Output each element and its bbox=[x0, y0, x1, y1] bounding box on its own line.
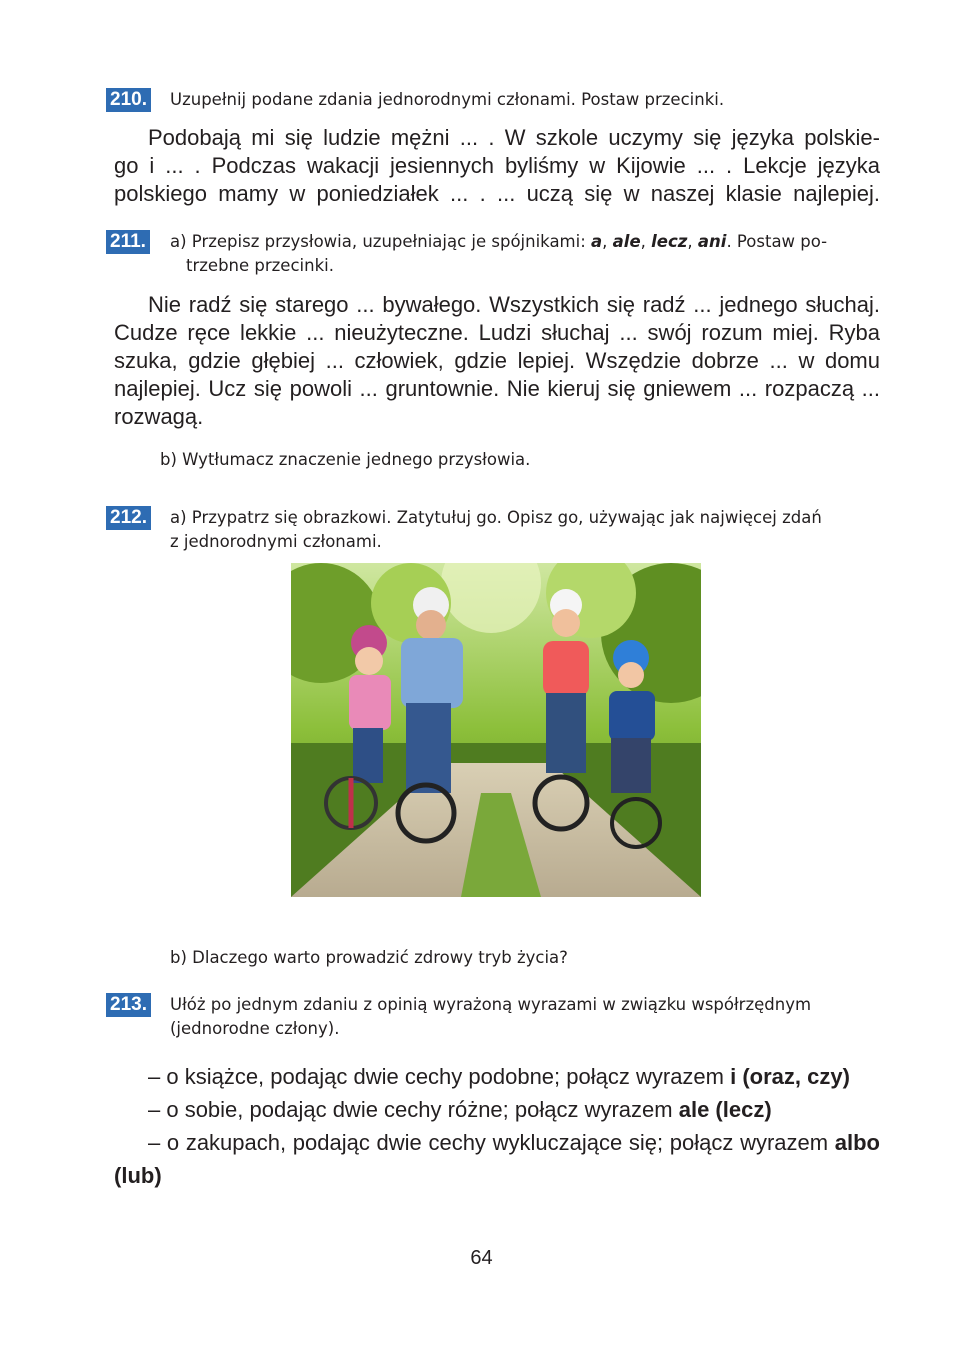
exercise-210-instruction: Uzupełnij podane zdania jednorodnymi członami. Postaw przecinki. bbox=[170, 90, 725, 109]
item-self-conjunction: ale (lecz) bbox=[678, 1097, 772, 1122]
page-number: 64 bbox=[470, 1247, 493, 1269]
exercise-210-line-2: go i ... . Podczas wakacji jesiennych byliśmy w Kijowie ... . Lekcje języka bbox=[114, 153, 880, 178]
exercise-212 bbox=[106, 506, 880, 554]
exercise-211 bbox=[106, 230, 880, 278]
exercise-211-text bbox=[114, 291, 880, 431]
item-shopping-text: – o zakupach, podając dwie cechy wykluczające się; połącz wyrazem bbox=[148, 1130, 835, 1155]
instruction-text: a) Przepisz przysłowia, uzupełniając je spójnikami: bbox=[170, 232, 592, 251]
exercise-210-text bbox=[114, 124, 880, 208]
exercise-number-210: 210. bbox=[106, 88, 151, 112]
exercise-211-instruction-a: a) Przepisz przysłowia, uzupełniając je spójnikami: a, ale, lecz, ani. Postaw po- bbox=[170, 232, 828, 251]
exercise-211-instruction-b: b) Wytłumacz znaczenie jednego przysłowia. bbox=[160, 450, 531, 469]
exercise-210-line-1: Podobają mi się ludzie mężni ... . W szkole uczymy się języka polskie- bbox=[148, 125, 880, 150]
proverbs-paragraph: Nie radź się starego ... bywałego. Wszystkich się radź ... jednego słuchaj. Cudze ręce lekkie ... nieużyteczne. Ludzi słuchaj ... swój rozum miej. Ryba szuka, gdzie głębiej ... człowiek, gdzie lepiej. Wszędzie dobrze ... w domu najlepiej. Ucz się powoli ... gruntownie. Nie kieruj się gniewem ... rozpaczą ... rozwagą. bbox=[114, 292, 880, 429]
exercise-number-212: 212. bbox=[106, 506, 151, 530]
conjunction-ale: ale bbox=[612, 232, 641, 251]
item-book-text: – o książce, podając dwie cechy podobne; połącz wyrazem bbox=[148, 1064, 731, 1089]
exercise-213-items bbox=[114, 1060, 880, 1192]
family-cycling-photo bbox=[291, 563, 701, 897]
item-shopping bbox=[114, 1126, 880, 1192]
exercise-213-instruction: Ułóż po jednym zdaniu z opinią wyrażoną wyrazami w związku współrzędnym bbox=[170, 995, 812, 1014]
exercise-211-instruction-a-line-2: trzebne przecinki. bbox=[186, 256, 334, 275]
exercise-number-211: 211. bbox=[106, 230, 150, 254]
exercise-212-instruction-a-line-2: z jednorodnymi członami. bbox=[170, 532, 382, 551]
item-book bbox=[114, 1060, 880, 1093]
conjunction-ani: ani bbox=[697, 232, 727, 251]
item-book-conjunction: i (oraz, czy) bbox=[730, 1064, 850, 1089]
item-shopping-conjunction: albo (lub) bbox=[114, 1130, 880, 1188]
exercise-213 bbox=[106, 993, 880, 1041]
exercise-213-instruction-line-2: (jednorodne człony). bbox=[170, 1019, 340, 1038]
item-self bbox=[114, 1093, 880, 1126]
exercise-210-line-3: polskiego mamy w poniedziałek ... . ... uczą się w naszej klasie najlepiej. bbox=[114, 181, 880, 206]
exercise-212-instruction-a: a) Przypatrz się obrazkowi. Zatytułuj go. Opisz go, używając jak najwięcej zdań bbox=[170, 508, 822, 527]
exercise-212-instruction-b: b) Dlaczego warto prowadzić zdrowy tryb życia? bbox=[170, 948, 568, 967]
exercise-number-213: 213. bbox=[106, 993, 151, 1017]
item-self-text: – o sobie, podając dwie cechy różne; połącz wyrazem bbox=[148, 1097, 679, 1122]
conjunction-a: a bbox=[591, 232, 603, 251]
exercise-210 bbox=[106, 88, 880, 112]
instruction-text-suffix: . Postaw po- bbox=[726, 232, 828, 251]
conjunction-lecz: lecz bbox=[651, 232, 688, 251]
